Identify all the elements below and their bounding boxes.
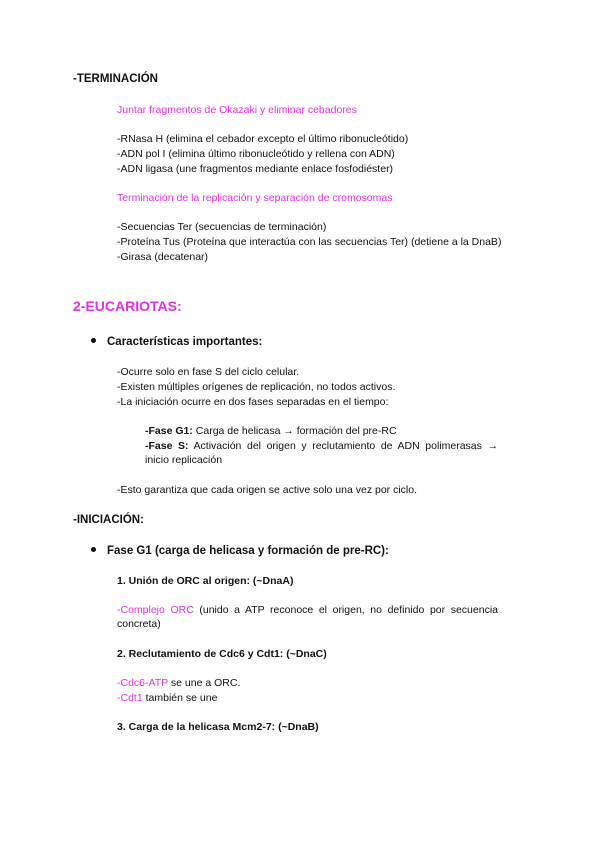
phase-s-line: [145, 439, 498, 467]
step-2-line-2: [117, 691, 217, 705]
step-3-title: 3. Carga de la helicasa Mcm2-7: (~DnaB): [117, 721, 319, 733]
list-item: -Secuencias Ter (secuencias de terminación): [117, 221, 327, 233]
list-item: -RNasa H (elimina el cebador excepto el último ribonucleótido): [117, 133, 409, 145]
step-2-desc-2: también se une: [142, 692, 218, 704]
step-2-term-2: -Cdt1: [117, 692, 143, 704]
step-2-term-1: -Cdc6-ATP: [117, 677, 168, 689]
phase-g1-line: [145, 424, 397, 438]
list-item: -La iniciación ocurre en dos fases separadas en el tiempo:: [117, 396, 389, 408]
bullet-item: [91, 544, 389, 558]
bullet-icon: [91, 547, 96, 552]
bullet-item: [91, 335, 262, 349]
list-item: -Existen múltiples orígenes de replicación, no todos activos.: [117, 381, 396, 393]
step-2-title: 2. Reclutamiento de Cdc6 y Cdt1: (~DnaC): [117, 648, 327, 660]
list-item: -ADN ligasa (une fragmentos mediante enlace fosfodiéster): [117, 163, 394, 175]
bullet-icon: [91, 338, 96, 343]
subheading-termination: Terminación de la replicación y separación de cromosomas: [117, 192, 393, 204]
list-item: -Ocurre solo en fase S del ciclo celular.: [117, 366, 300, 378]
phase-g1-text: Carga de helicasa → formación del pre-RC: [192, 425, 397, 437]
list-item: -ADN pol I (elimina último ribonucleótido y rellena con ADN): [117, 148, 395, 160]
step-2-line-1: [117, 676, 240, 690]
bullet-label: Fase G1 (carga de helicasa y formación de pre-RC):: [107, 545, 389, 557]
section-title-iniciacion: -INICIACIÓN:: [73, 514, 144, 526]
step-1-term: -Complejo ORC: [117, 604, 194, 616]
step-2-desc-1: se une a ORC.: [167, 677, 241, 689]
phase-s-text: Activación del origen y reclutamiento de ADN polimerasas → inicio replicación: [145, 440, 498, 466]
list-item: -Proteína Tus (Proteína que interactúa con las secuencias Ter) (detiene a la DnaB): [117, 236, 502, 248]
phase-g1-label: -Fase G1:: [145, 425, 193, 437]
step-1-text: [117, 603, 498, 631]
phase-s-label: -Fase S:: [145, 440, 189, 452]
subheading-okazaki: Juntar fragmentos de Okazaki y eliminar cebadores: [117, 104, 357, 116]
conclusion-text: -Esto garantiza que cada origen se active solo una vez por ciclo.: [117, 484, 418, 496]
section-title-terminacion: -TERMINACIÓN: [73, 73, 158, 85]
step-1-desc: (unido a ATP reconoce el origen, no definido por secuencia concreta): [117, 604, 498, 630]
bullet-label: Características importantes:: [107, 336, 263, 348]
section-title-eucariotas: 2-EUCARIOTAS:: [73, 298, 182, 314]
step-1-title: 1. Unión de ORC al origen: (~DnaA): [117, 575, 294, 587]
list-item: -Girasa (decatenar): [117, 251, 209, 263]
